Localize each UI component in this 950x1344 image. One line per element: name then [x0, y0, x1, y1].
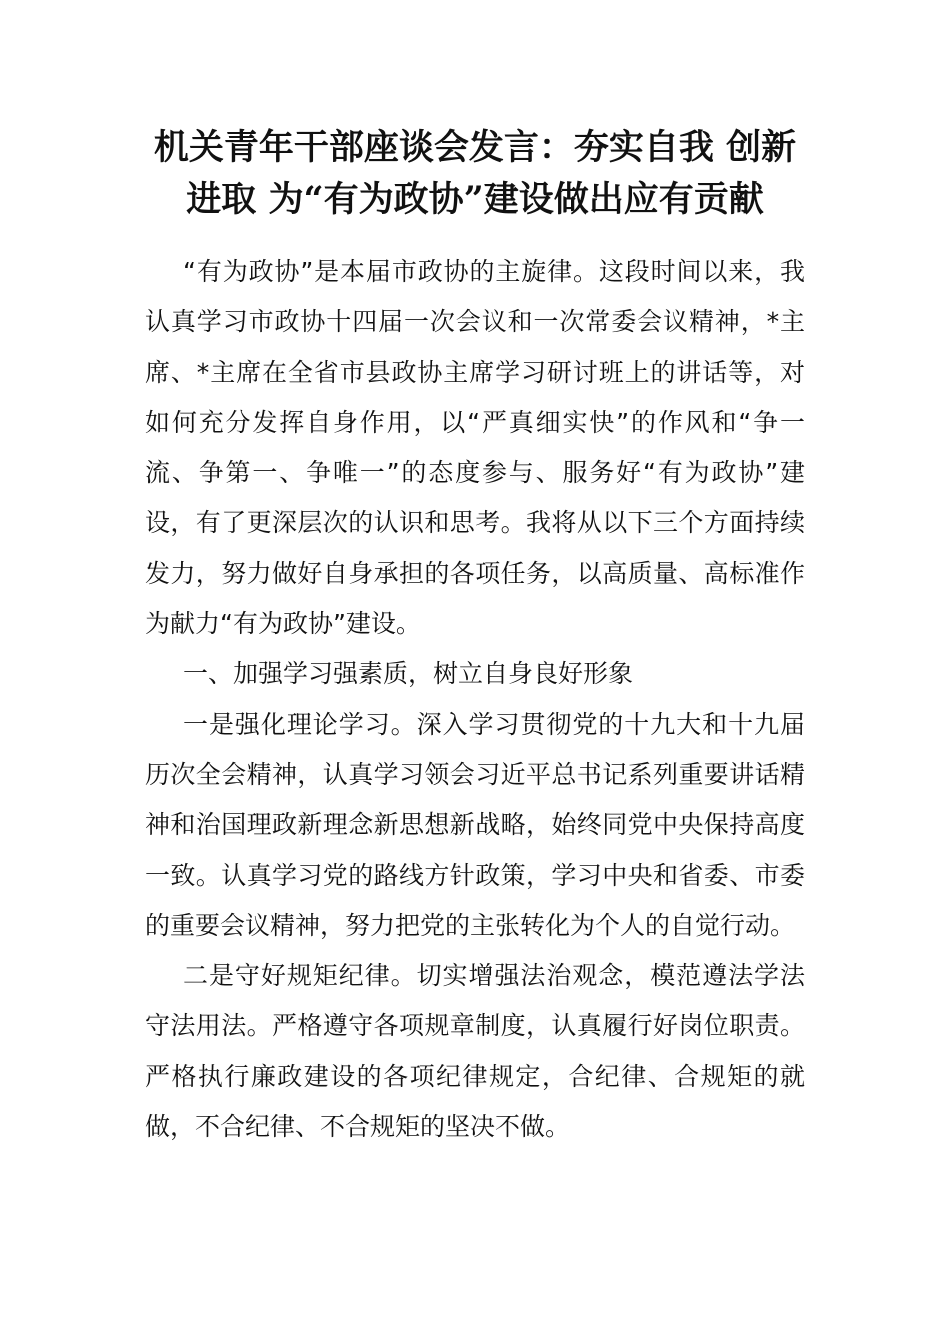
document-body: [145, 247, 805, 1152]
document-title: [140, 122, 810, 226]
paragraph-theory-study: 一是强化理论学习。深入学习贯彻党的十九大和十九届历次全会精神，认真学习领会习近平总书记系列重要讲话精神和治国理政新理念新思想新战略，始终同党中央保持高度一致。认真学习党的路线方针政策，学习中央和省委、市委的重要会议精神，努力把党的主张转化为个人的自觉行动。: [145, 709, 805, 940]
title-line-1: 机关青年干部座谈会发言：夯实自我 创新: [153, 127, 797, 168]
paragraph-discipline: 二是守好规矩纪律。切实增强法治观念，模范遵法学法守法用法。严格遵守各项规章制度，认真履行好岗位职责。严格执行廉政建设的各项纪律规定，合纪律、合规矩的就做，不合纪律、不合规矩的坚决不做。: [145, 961, 805, 1142]
title-line-2: 进取 为“有为政协”建设做出应有贡献: [186, 179, 764, 220]
section-heading-1: 一、加强学习强素质，树立自身良好形象: [183, 659, 634, 689]
paragraph-intro: “有为政协”是本届市政协的主旋律。这段时间以来，我认真学习市政协十四届一次会议和一次常委会议精神，*主席、*主席在全省市县政协主席学习研讨班上的讲话等，对如何充分发挥自身作用，以“严真细实快”的作风和“争一流、争第一、争唯一”的态度参与、服务好“有为政协”建设，有了更深层次的认识和思考。我将从以下三个方面持续发力，努力做好自身承担的各项任务，以高质量、高标准作为献力“有为政协”建设。: [145, 257, 805, 639]
